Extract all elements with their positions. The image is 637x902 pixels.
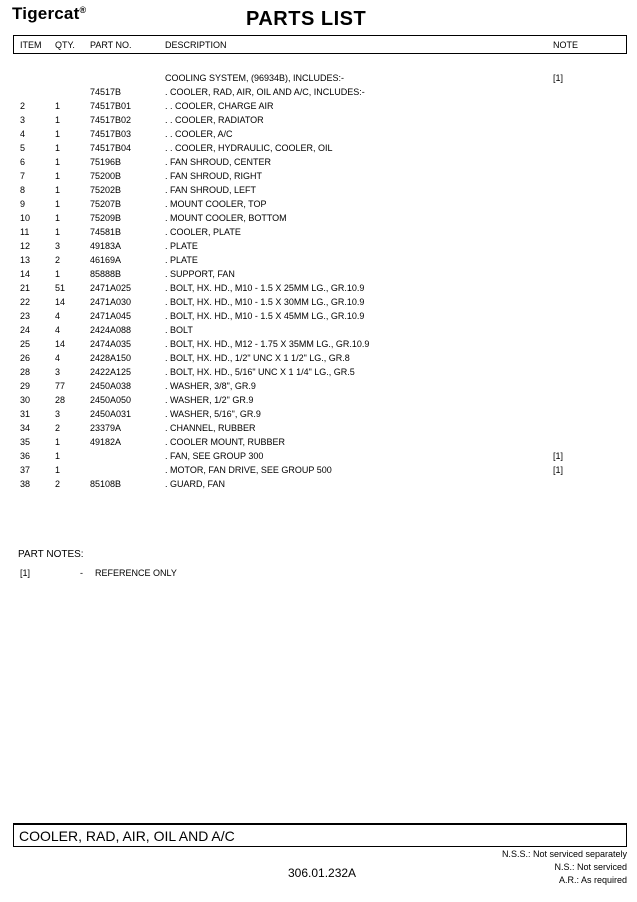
table-row: [0, 437, 637, 451]
row-item: 29: [20, 381, 31, 391]
row-qty: 1: [55, 185, 61, 195]
row-description: . . COOLER, CHARGE AIR: [165, 101, 274, 111]
row-item: 30: [20, 395, 31, 405]
table-row: [0, 241, 637, 255]
table-row: [0, 171, 637, 185]
table-row: [0, 325, 637, 339]
table-row: [0, 423, 637, 437]
table-row: [0, 199, 637, 213]
row-description: . GUARD, FAN: [165, 479, 226, 489]
row-qty: 28: [55, 395, 66, 405]
row-item: 3: [20, 115, 26, 125]
row-qty: 14: [55, 297, 66, 307]
legend-ar: A.R.: As required: [558, 875, 627, 885]
table-row: [0, 353, 637, 367]
row-part-number: 74517B01: [90, 101, 132, 111]
row-description: . BOLT, HX. HD., M10 - 1.5 X 25MM LG., GR.10.9: [165, 283, 365, 293]
row-description: . CHANNEL, RUBBER: [165, 423, 256, 433]
row-description: . COOLER, PLATE: [165, 227, 241, 237]
row-description: . . COOLER, RADIATOR: [165, 115, 264, 125]
header-left-rule: [13, 35, 14, 54]
row-item: 8: [20, 185, 26, 195]
row-qty: 3: [55, 367, 61, 377]
registered-mark: ®: [79, 5, 87, 15]
row-description: . BOLT, HX. HD., M12 - 1.75 X 35MM LG., GR.10.9: [165, 339, 370, 349]
row-qty: 1: [55, 157, 61, 167]
row-description: . MOUNT COOLER, TOP: [165, 199, 267, 209]
row-qty: 4: [55, 311, 61, 321]
column-header-part: PART NO.: [90, 40, 132, 50]
row-part-number: 49182A: [90, 437, 122, 447]
row-item: 21: [20, 283, 31, 293]
row-part-number: 75202B: [90, 185, 122, 195]
row-item: 26: [20, 353, 31, 363]
row-description: . COOLER, RAD, AIR, OIL AND A/C, INCLUDES:-: [165, 87, 365, 97]
row-item: 34: [20, 423, 31, 433]
row-part-number: 75207B: [90, 199, 122, 209]
table-row: [0, 129, 637, 143]
row-item: 10: [20, 213, 31, 223]
row-item: 37: [20, 465, 31, 475]
row-item: 6: [20, 157, 26, 167]
row-description: . SUPPORT, FAN: [165, 269, 235, 279]
table-row: [0, 339, 637, 353]
table-row: [0, 451, 637, 465]
row-part-number: 23379A: [90, 423, 122, 433]
row-qty: 3: [55, 409, 61, 419]
row-description: COOLING SYSTEM, (96934B), INCLUDES:-: [165, 73, 345, 83]
table-row: [0, 157, 637, 171]
row-qty: 51: [55, 283, 66, 293]
row-qty: 1: [55, 115, 61, 125]
table-row: [0, 409, 637, 423]
row-description: . WASHER, 1/2" GR.9: [165, 395, 254, 405]
row-description: . FAN SHROUD, CENTER: [165, 157, 272, 167]
column-header-qty: QTY.: [55, 40, 75, 50]
row-note: [1]: [553, 465, 564, 475]
row-part-number: 49183A: [90, 241, 122, 251]
brand-name: Tigercat: [12, 4, 80, 23]
table-row: [0, 73, 637, 87]
table-row: [0, 115, 637, 129]
part-note-dash: -: [80, 568, 83, 578]
row-part-number: 74517B02: [90, 115, 132, 125]
part-notes-title: PART NOTES:: [18, 549, 84, 560]
row-part-number: 74517B: [90, 87, 122, 97]
row-description: . PLATE: [165, 255, 198, 265]
row-qty: 4: [55, 353, 61, 363]
part-note-text: REFERENCE ONLY: [95, 568, 177, 578]
row-part-number: 2422A125: [90, 367, 132, 377]
row-part-number: 75209B: [90, 213, 122, 223]
row-part-number: 2471A025: [90, 283, 132, 293]
table-row: [0, 465, 637, 479]
row-description: . PLATE: [165, 241, 198, 251]
row-item: 22: [20, 297, 31, 307]
row-item: 35: [20, 437, 31, 447]
row-part-number: 75196B: [90, 157, 122, 167]
row-item: 24: [20, 325, 31, 335]
row-qty: 2: [55, 255, 61, 265]
row-description: . BOLT, HX. HD., 1/2" UNC X 1 1/2" LG., GR.8: [165, 353, 350, 363]
footer-title-box: [13, 823, 627, 847]
row-description: . MOUNT COOLER, BOTTOM: [165, 213, 287, 223]
row-description: . WASHER, 5/16", GR.9: [165, 409, 261, 419]
row-description: . FAN SHROUD, LEFT: [165, 185, 257, 195]
row-description: . BOLT, HX. HD., M10 - 1.5 X 45MM LG., GR.10.9: [165, 311, 365, 321]
row-qty: 3: [55, 241, 61, 251]
table-row: [0, 101, 637, 115]
header-top-rule: [13, 35, 627, 36]
table-row: [0, 367, 637, 381]
row-part-number: 2424A088: [90, 325, 132, 335]
row-qty: 1: [55, 437, 61, 447]
row-item: 25: [20, 339, 31, 349]
table-row: [0, 227, 637, 241]
row-item: 13: [20, 255, 31, 265]
footer-title: COOLER, RAD, AIR, OIL AND A/C: [19, 828, 235, 844]
table-row: [0, 381, 637, 395]
row-part-number: 2471A045: [90, 311, 132, 321]
table-row: [0, 255, 637, 269]
row-item: 38: [20, 479, 31, 489]
row-part-number: 2450A050: [90, 395, 132, 405]
row-description: . MOTOR, FAN DRIVE, SEE GROUP 500: [165, 465, 332, 475]
header-right-rule: [626, 35, 627, 54]
row-qty: 4: [55, 325, 61, 335]
table-row: [0, 311, 637, 325]
row-item: 36: [20, 451, 31, 461]
document-number: 306.01.232A: [288, 866, 357, 880]
row-item: 5: [20, 143, 26, 153]
row-item: 4: [20, 129, 26, 139]
row-part-number: 85888B: [90, 269, 122, 279]
row-part-number: 74581B: [90, 227, 122, 237]
row-description: . FAN, SEE GROUP 300: [165, 451, 264, 461]
row-description: . FAN SHROUD, RIGHT: [165, 171, 263, 181]
row-part-number: 74517B03: [90, 129, 132, 139]
row-qty: 77: [55, 381, 66, 391]
row-item: 31: [20, 409, 31, 419]
row-item: 14: [20, 269, 31, 279]
row-item: 9: [20, 199, 26, 209]
row-description: . BOLT, HX. HD., M10 - 1.5 X 30MM LG., GR.10.9: [165, 297, 365, 307]
row-description: . BOLT: [165, 325, 193, 335]
table-row: [0, 479, 637, 493]
legend-ns: N.S.: Not serviced: [554, 862, 627, 872]
row-item: 23: [20, 311, 31, 321]
column-header-item: ITEM: [20, 40, 42, 50]
part-note-row: [0, 568, 637, 582]
table-row: [0, 213, 637, 227]
header-bottom-rule: [13, 53, 627, 54]
row-description: . WASHER, 3/8", GR.9: [165, 381, 256, 391]
row-qty: 1: [55, 465, 61, 475]
row-qty: 14: [55, 339, 66, 349]
row-qty: 1: [55, 213, 61, 223]
row-part-number: 2474A035: [90, 339, 132, 349]
row-qty: 1: [55, 171, 61, 181]
row-qty: 2: [55, 479, 61, 489]
row-description: . BOLT, HX. HD., 5/16" UNC X 1 1/4" LG., GR.5: [165, 367, 355, 377]
column-header-note: NOTE: [553, 40, 579, 50]
table-row: [0, 87, 637, 101]
row-qty: 1: [55, 143, 61, 153]
row-part-number: 85108B: [90, 479, 122, 489]
row-item: 7: [20, 171, 26, 181]
table-row: [0, 395, 637, 409]
row-qty: 1: [55, 269, 61, 279]
row-part-number: 2471A030: [90, 297, 132, 307]
row-qty: 1: [55, 451, 61, 461]
part-note-ref: [1]: [20, 568, 31, 578]
row-description: . COOLER MOUNT, RUBBER: [165, 437, 286, 447]
table-row: [0, 269, 637, 283]
row-part-number: 75200B: [90, 171, 122, 181]
row-qty: 1: [55, 101, 61, 111]
row-item: 11: [20, 227, 30, 237]
row-note: [1]: [553, 73, 564, 83]
row-description: . . COOLER, HYDRAULIC, COOLER, OIL: [165, 143, 333, 153]
table-row: [0, 283, 637, 297]
row-item: 28: [20, 367, 31, 377]
table-row: [0, 143, 637, 157]
row-item: 12: [20, 241, 31, 251]
page-title: PARTS LIST: [246, 8, 367, 30]
brand-logo: [12, 4, 86, 24]
table-row: [0, 185, 637, 199]
row-part-number: 2450A038: [90, 381, 132, 391]
row-part-number: 74517B04: [90, 143, 132, 153]
column-header-description: DESCRIPTION: [165, 40, 227, 50]
row-qty: 1: [55, 227, 61, 237]
row-description: . . COOLER, A/C: [165, 129, 233, 139]
row-qty: 1: [55, 129, 61, 139]
row-qty: 1: [55, 199, 61, 209]
table-row: [0, 297, 637, 311]
row-qty: 2: [55, 423, 61, 433]
legend-nss: N.S.S.: Not serviced separately: [501, 849, 627, 859]
row-note: [1]: [553, 451, 564, 461]
row-part-number: 2450A031: [90, 409, 132, 419]
row-part-number: 2428A150: [90, 353, 132, 363]
row-item: 2: [20, 101, 26, 111]
row-part-number: 46169A: [90, 255, 122, 265]
